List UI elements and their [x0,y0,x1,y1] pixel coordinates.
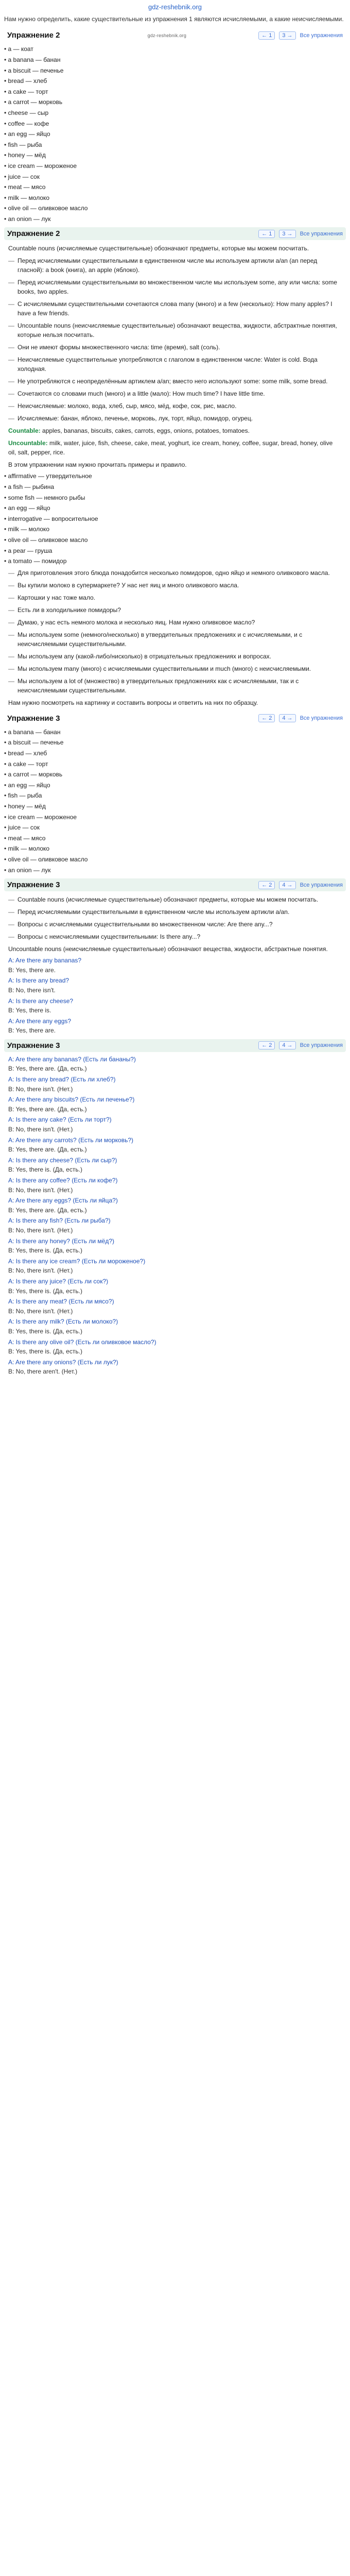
answer-text: B: No, there isn't. (Нет.) [8,1267,73,1275]
bullet-item [4,906,346,918]
exercise-nav [258,230,343,238]
word-text: • an egg — яйцо [4,130,50,138]
word-row [4,737,346,748]
bullet-item [4,616,346,629]
note-text: В этом упражнении нам нужно прочитать примеры и правило. [8,461,187,469]
answer-text: B: Yes, there is. (Да, есть.) [8,1247,82,1255]
question-text: A: Is there any olive oil? (Есть ли оливковое масло?) [8,1338,156,1346]
bullet-item [4,298,346,319]
all-exercises-link[interactable]: Все упражнения [300,715,343,722]
word-text: • a pear — груша [4,547,52,554]
bullet-text: Вопросы с неисчисляемыми существительными: Is there any...? [18,933,201,941]
word-text: • olive oil — оливковое масло [4,855,88,863]
exercise-header-4 [4,878,346,891]
bullet-text: Картошки у нас тоже мало. [18,594,95,601]
bullet-text: Сочетаются со словами much (много) и a little (мало): How much time? I have little time. [18,390,265,398]
word-list [4,44,346,224]
word-text: • a fish — рыбина [4,483,55,491]
word-row [4,493,346,503]
answer-text: B: No, there isn't. (Нет.) [8,1126,73,1133]
answer-text: B: Yes, there is. (Да, есть.) [8,1327,82,1335]
word-text: • ice cream — мороженое [4,162,77,170]
next-exercise-button[interactable]: 4 → [279,1041,295,1049]
word-text: • coffee — кофе [4,120,49,127]
bullet-dash-icon: — [8,606,14,614]
qa-pair [4,955,346,975]
example-list [4,471,346,566]
exercise-title: Упражнение 2 [7,229,60,239]
next-exercise-button[interactable]: 4 → [279,881,295,889]
word-row [4,97,346,108]
exercise-nav [258,714,343,722]
word-row [4,748,346,759]
answer-text: B: No, there isn't. (Нет.) [8,1085,73,1093]
exercise-header-2 [4,227,346,240]
answer-text: B: No, there isn't. (Нет.) [8,1226,73,1234]
word-row [4,214,346,225]
uncountable-note: Uncountable nouns (неисчисляемые существительные) обозначают вещества, жидкости, абстрактные понятия. [8,945,328,953]
word-text: • an egg — яйцо [4,504,50,512]
word-text: • a banana — банан [4,56,61,63]
qa-pair [4,1357,346,1377]
bullet-text: Перед исчисляемыми существительными в единственном числе мы используем артикли a/an. [18,908,290,916]
word-text: • a cake — торт [4,88,48,95]
prev-exercise-button[interactable]: ← 2 [258,1041,275,1049]
bullet-text: Мы используем any (какой-либо/нисколько) в отрицательных предложениях и вопросах. [18,652,271,660]
bullet-dash-icon: — [8,402,14,410]
bullet-dash-icon: — [8,378,14,385]
qa-pair [4,1195,346,1215]
site-title[interactable]: gdz-reshebnik.org [148,3,202,11]
bullet-item [4,341,346,353]
word-text: • a carrot — морковь [4,771,63,778]
question-text: A: Is there any fish? (Есть ли рыба?) [8,1217,111,1225]
question-text: A: Are there any eggs? [8,1017,72,1025]
prev-exercise-button[interactable]: ← 1 [258,31,275,40]
word-row [4,556,346,567]
bullet-item [4,591,346,604]
bullet-text: Есть ли в холодильнике помидоры? [18,606,121,614]
all-exercises-link[interactable]: Все упражнения [300,230,343,237]
qa-pair [4,1296,346,1316]
bullet-dash-icon: — [8,390,14,398]
exercise-title: Упражнение 3 [7,1041,60,1050]
question-text: A: Is there any bread? [8,977,69,985]
word-row [4,161,346,172]
answer-text: B: Yes, there are. (Да, есть.) [8,1146,87,1154]
bullet-item [4,400,346,412]
word-row [4,514,346,524]
exercise-block-4 [0,878,350,1036]
word-row [4,790,346,801]
word-text: • a cake — торт [4,760,48,768]
question-text: A: Are there any biscuits? (Есть ли печенье?) [8,1096,135,1104]
bullet-text: Мы используем a lot of (множество) в утвердительных предложениях как с исчисляемыми, так и с неисчисляемыми существительными. [18,677,299,694]
word-text: • a biscuit — печенье [4,66,64,74]
exercise-block-1 [0,29,350,224]
word-row [4,546,346,556]
word-text: • affirmative — утвердительное [4,472,92,480]
bullet-dash-icon: — [8,933,14,941]
bullet-dash-icon: — [8,356,14,364]
qa-pair [4,1316,346,1336]
word-text: • fish — рыба [4,141,42,148]
word-text: • bread — хлеб [4,77,47,85]
word-row [4,129,346,140]
word-row [4,55,346,65]
bullet-dash-icon: — [8,618,14,626]
word-row [4,182,346,193]
word-list [4,727,346,875]
qa-pair [4,1114,346,1134]
question-text: A: Is there any cheese? (Есть ли сыр?) [8,1156,117,1164]
word-row [4,471,346,482]
question-text: A: Are there any carrots? (Есть ли морковь?) [8,1136,134,1144]
word-row [4,833,346,844]
exercise-nav [258,31,343,40]
bullet-dash-icon: — [8,896,14,904]
bullet-text: Исчисляемые: банан, яблоко, печенье, морковь, лук, торт, яйцо, помидор, огурец. [18,415,253,422]
bullet-item [4,629,346,650]
exercise-block-5 [0,1039,350,1377]
answer-text: B: No, there isn't. [8,986,56,994]
word-row [4,87,346,97]
bullet-dash-icon: — [8,279,14,286]
qa-list [4,1054,346,1377]
bullet-text: Перед исчисляемыми существительными во множественном числе мы используем some, any или числа: some books, two apples. [18,279,337,296]
word-row [4,65,346,76]
bullet-text: Неисчисляемые: молоко, вода, хлеб, сыр, мясо, мёд, кофе, сок, рис, масло. [18,402,237,410]
word-row [4,759,346,770]
word-row [4,76,346,87]
word-text: • a biscuit — печенье [4,739,64,747]
word-text: • bread — хлеб [4,750,47,757]
word-text: • honey — мёд [4,151,46,159]
qa-pair [4,1074,346,1094]
bullet-item [4,353,346,375]
word-text: • olive oil — оливковое масло [4,536,88,544]
bullet-item [4,604,346,616]
word-row [4,865,346,876]
qa-pair [4,1155,346,1175]
bullet-text: Перед исчисляемыми существительными в единственном числе мы используем артикли a/an (an перед гласной): a book (книга), an apple (яблоко). [18,257,318,274]
next-exercise-button[interactable]: 4 → [279,714,295,722]
bullet-dash-icon: — [8,415,14,422]
exercise-header-1 [4,29,346,42]
answer-text: B: Yes, there are. [8,1027,56,1035]
word-text: • an onion — лук [4,866,51,874]
translation-list [4,567,346,629]
word-row [4,44,346,55]
question-text: A: Is there any meat? (Есть ли мясо?) [8,1298,114,1306]
question-text: A: Is there any cheese? [8,997,74,1005]
word-text: • interrogative — вопросительное [4,515,98,522]
bullet-text: Вопросы с исчисляемыми существительными во множественном числе: Are there any...? [18,921,273,928]
word-text: • cheese — сыр [4,109,49,116]
word-text: • milk — молоко [4,845,50,853]
qa-list [4,955,346,1036]
word-row [4,780,346,791]
word-row [4,524,346,535]
bullet-item [4,375,346,387]
bullet-item [4,663,346,675]
exercise-header-5 [4,1039,346,1052]
answer-text: B: No, there isn't. (Нет.) [8,1186,73,1194]
word-text: • an onion — лук [4,215,51,223]
bullet-dash-icon: — [8,594,14,601]
answer-text: B: Yes, there are. (Да, есть.) [8,1065,87,1073]
bullet-dash-icon: — [8,569,14,577]
rule-bullets [4,893,346,943]
bullet-dash-icon: — [8,581,14,589]
answer-text: B: Yes, there is. (Да, есть.) [8,1348,82,1355]
bullet-item [4,387,346,400]
bullet-dash-icon: — [8,257,14,265]
ex3-intro: Нам нужно посмотреть на картинку и составить вопросы и ответить на них по образцу. [8,699,258,706]
rule-bullets [4,255,346,425]
question-text: A: Is there any honey? (Есть ли мёд?) [8,1237,114,1245]
qa-pair [4,1276,346,1296]
word-row [4,118,346,129]
bullet-dash-icon: — [8,921,14,928]
qa-pair [4,975,346,995]
all-exercises-link[interactable]: Все упражнения [300,882,343,888]
bullet-item [4,255,346,276]
question-text: A: Is there any ice cream? (Есть ли мороженое?) [8,1257,146,1265]
answer-text: B: Yes, there is. [8,1007,51,1014]
word-text: • an egg — яйцо [4,781,50,789]
exercise-block-3 [0,697,350,875]
question-text: A: Are there any eggs? (Есть ли яйца?) [8,1197,118,1205]
prev-exercise-button[interactable]: ← 2 [258,714,275,722]
lead-text: Countable nouns (исчисляемые существительные) обозначают предметы, которые мы можем посчитать. [8,245,309,252]
word-row [4,843,346,854]
prev-exercise-button[interactable]: ← 1 [258,230,275,238]
word-row [4,172,346,182]
bullet-dash-icon: — [8,631,14,638]
word-text: • olive oil — оливковое масло [4,205,88,212]
qa-pair [4,1054,346,1074]
bullet-dash-icon: — [8,677,14,685]
qa-pair [4,1135,346,1155]
bullet-item [4,276,346,298]
question-text: A: Is there any coffee? (Есть ли кофе?) [8,1177,118,1184]
bullet-text: Uncountable nouns (неисчисляемые существительные) обозначают вещества, жидкости, абстрактные понятия, которые нельзя посчитать. [18,322,337,339]
bullet-text: С исчисляемыми существительными сочетаются слова many (много) и a few (несколько): How many apples? I have a few friends. [18,300,332,317]
word-text: • honey — мёд [4,802,46,810]
bullet-item [4,675,346,697]
bullet-dash-icon: — [8,322,14,330]
bullet-dash-icon: — [8,344,14,351]
word-text: • a carrot — морковь [4,98,63,106]
bullet-text: Мы используем some (немного/несколько) в утвердительных предложениях и с исчисляемыми, и с неисчисляемыми существительными. [18,631,303,648]
word-text: • a — коат [4,45,33,53]
word-text: • some fish — немного рыбы [4,494,85,501]
exercise-block-2 [0,227,350,696]
word-text: • a banana — банан [4,728,61,736]
word-text: • fish — рыба [4,792,42,800]
uncountable-list: Uncountable: milk, water, juice, fish, cheese, cake, meat, yoghurt, ice cream, honey, coffee, sugar, bread, honey, olive oil, salt, pepper, rice. [8,439,333,456]
word-row [4,203,346,214]
bullet-text: Неисчисляемые существительные употребляются с глаголом в единственном числе: Water is cold. Вода холодная. [18,356,318,373]
word-row [4,108,346,118]
word-row [4,822,346,833]
qa-pair [4,1215,346,1235]
answer-text: B: Yes, there are. [8,966,56,974]
qa-pair [4,1094,346,1114]
bullet-text: Не употребляются с неопределённым артиклем a/an; вместо него используют some: some milk, some bread. [18,378,328,385]
answer-text: B: Yes, there is. (Да, есть.) [8,1166,82,1174]
countable-list: Countable: apples, bananas, biscuits, cakes, carrots, eggs, onions, potatoes, tomatoes. [8,427,250,435]
prev-exercise-button[interactable]: ← 2 [258,881,275,889]
word-row [4,193,346,204]
word-row [4,503,346,514]
watermark: gdz-reshebnik.org [147,32,187,38]
word-row [4,801,346,812]
question-text: A: Is there any cake? (Есть ли торт?) [8,1116,112,1124]
bullet-text: Мы используем many (много) с исчисляемыми существительными и much (много) с неисчисляемыми. [18,665,311,672]
bullet-item [4,650,346,663]
bullet-dash-icon: — [8,300,14,308]
word-row [4,727,346,738]
question-text: A: Are there any bananas? (Есть ли бананы?) [8,1055,136,1063]
answer-text: B: Yes, there are. (Да, есть.) [8,1206,87,1214]
question-text: A: Is there any milk? (Есть ли молоко?) [8,1318,118,1326]
bullet-text: Countable nouns (исчисляемые существительные) обозначают предметы, которые мы можем посчитать. [18,896,319,904]
bullet-item [4,930,346,943]
bullet-item [4,412,346,425]
qa-pair [4,1256,346,1276]
word-text: • milk — молоко [4,194,50,201]
next-exercise-button[interactable]: 3 → [279,230,295,238]
word-text: • meat — мясо [4,183,46,191]
qa-pair [4,1337,346,1357]
exercise-nav [258,881,343,889]
next-exercise-button[interactable]: 3 → [279,31,295,40]
intro-text: Нам нужно определить, какие существительные из упражнения 1 являются исчисляемыми, а какие неисчисляемыми. [4,15,344,23]
bullet-item [4,567,346,579]
word-row [4,150,346,161]
bullet-text: Думаю, у нас есть немного молока и несколько яиц. Нам нужно оливковое масло? [18,618,255,626]
question-text: A: Are there any onions? (Есть ли лук?) [8,1358,118,1366]
answer-text: B: Yes, there is. (Да, есть.) [8,1287,82,1295]
word-row [4,140,346,150]
word-text: • milk — молоко [4,526,50,533]
exercise-nav [258,1041,343,1049]
exercise-title: Упражнение 3 [7,714,60,723]
answer-text: B: No, there aren't. (Нет.) [8,1368,78,1376]
bullet-text: Для приготовления этого блюда понадобится несколько помидоров, одно яйцо и немного оливкового масла. [18,569,330,577]
word-row [4,535,346,546]
word-text: • a tomato — помидор [4,557,67,565]
qa-pair [4,996,346,1016]
bullet-text: Вы купили молоко в супермаркете? У нас нет яиц и много оливкового масла. [18,581,239,589]
all-exercises-link[interactable]: Все упражнения [300,1042,343,1049]
qa-pair [4,1236,346,1256]
question-text: A: Are there any bananas? [8,957,82,964]
rule-list [4,629,346,697]
word-row [4,482,346,493]
word-text: • meat — мясо [4,834,46,842]
question-text: A: Is there any juice? (Есть ли сок?) [8,1277,109,1285]
question-text: A: Is there any bread? (Есть ли хлеб?) [8,1076,116,1083]
word-row [4,812,346,823]
word-text: • juice — сок [4,824,40,832]
answer-text: B: No, there isn't. (Нет.) [8,1307,73,1315]
exercise-header-3 [4,712,346,725]
word-text: • ice cream — мороженое [4,813,77,821]
all-exercises-link[interactable]: Все упражнения [300,32,343,39]
bullet-item [4,319,346,341]
bullet-dash-icon: — [8,665,14,672]
bullet-item [4,579,346,591]
word-text: • juice — сок [4,173,40,180]
bullet-item [4,893,346,906]
exercise-title: Упражнение 2 [7,31,60,40]
word-row [4,769,346,780]
qa-pair [4,1016,346,1036]
answer-text: B: Yes, there are. (Да, есть.) [8,1105,87,1113]
qa-pair [4,1175,346,1195]
word-row [4,854,346,865]
bullet-item [4,918,346,930]
bullet-text: Они не имеют формы множественного числа: time (время), salt (соль). [18,344,220,351]
bullet-dash-icon: — [8,908,14,916]
exercise-title: Упражнение 3 [7,880,60,890]
bullet-dash-icon: — [8,652,14,660]
